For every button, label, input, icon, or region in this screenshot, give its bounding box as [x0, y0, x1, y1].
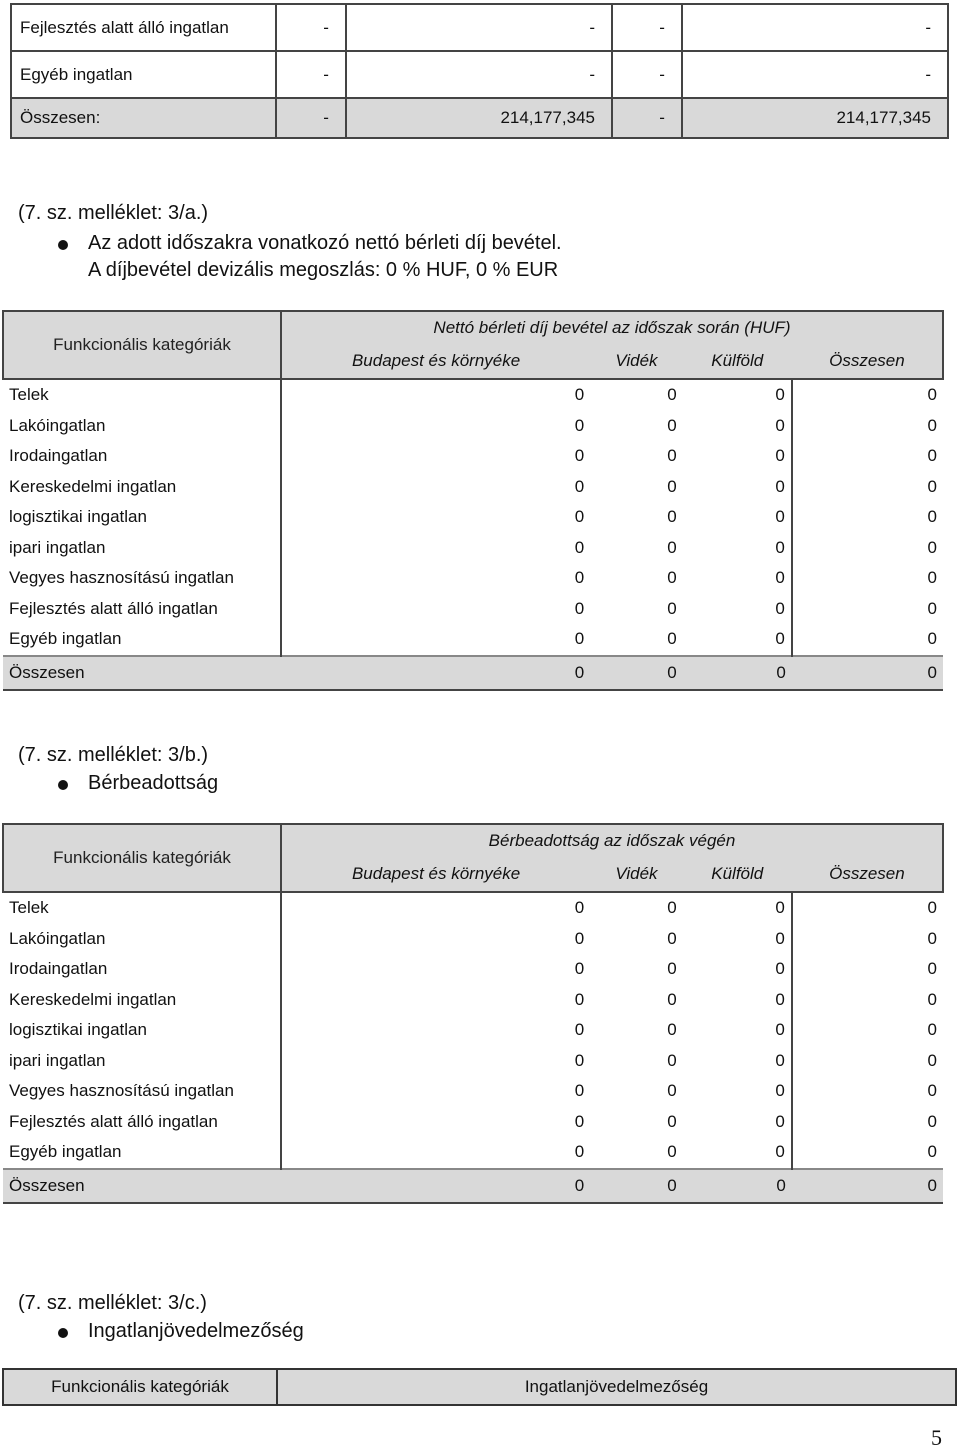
- bullet-dot: [58, 780, 68, 790]
- cell-value: 0: [281, 1137, 590, 1169]
- row-label: logisztikai ingatlan: [9, 1020, 147, 1040]
- total-value: 0: [281, 1169, 590, 1203]
- row-label: Kereskedelmi ingatlan: [9, 476, 177, 496]
- cell-value: 0: [667, 507, 677, 527]
- column-header: Külföld: [683, 344, 792, 379]
- cell-value: 0: [775, 928, 785, 948]
- table-row: [3, 985, 943, 1016]
- page-number: 5: [931, 1425, 942, 1450]
- row-label: Lakóingatlan: [9, 928, 106, 948]
- cell-value: 0: [775, 1050, 785, 1070]
- row-label: Fejlesztés alatt álló ingatlan: [9, 598, 218, 618]
- total-label: Összesen: [3, 656, 281, 690]
- cell-value: 0: [792, 1137, 943, 1169]
- cell-value: 0: [775, 1142, 785, 1162]
- cell-value: 0: [792, 1107, 943, 1138]
- column-header: Vidék: [590, 344, 683, 379]
- cell-value: 0: [775, 1081, 785, 1101]
- total-value: 0: [792, 656, 943, 690]
- row-label: Telek: [9, 385, 49, 405]
- cell-value: 0: [281, 472, 590, 503]
- table-row: [3, 472, 943, 503]
- cell-value: 0: [775, 989, 785, 1009]
- cell-value: 0: [792, 1076, 943, 1107]
- cell-value: 0: [281, 1046, 590, 1077]
- cell-value: 0: [792, 563, 943, 594]
- table-row: [3, 1046, 943, 1077]
- cell-value: 0: [667, 446, 677, 466]
- row-label: Összesen:: [11, 98, 276, 138]
- cell-value: 0: [792, 441, 943, 472]
- row-label: Lakóingatlan: [9, 415, 106, 435]
- cell-value: 0: [667, 598, 677, 618]
- cell-value: 0: [281, 1107, 590, 1138]
- cell-value: 0: [281, 1076, 590, 1107]
- cell-value: -: [276, 98, 346, 138]
- cell-value: 0: [667, 959, 677, 979]
- cell-value: 0: [667, 989, 677, 1009]
- cell-value: 0: [792, 472, 943, 503]
- row-label: Kereskedelmi ingatlan: [9, 989, 177, 1009]
- row-label: Vegyes hasznosítású ingatlan: [9, 1081, 234, 1101]
- cell-value: 0: [667, 629, 677, 649]
- cell-value: 0: [775, 629, 785, 649]
- row-label: logisztikai ingatlan: [9, 507, 147, 527]
- cell-value: 0: [775, 385, 785, 405]
- table-b-category-header: Funkcionális kategóriák: [3, 824, 281, 892]
- cell-value: 0: [667, 476, 677, 496]
- table-c-yield-header: Ingatlanjövedelmezőség: [277, 1369, 956, 1405]
- table-a-title: Nettó bérleti díj bevétel az időszak során (HUF): [281, 311, 943, 344]
- column-header: Összesen: [792, 857, 943, 892]
- total-value: 0: [792, 1169, 943, 1203]
- table-row: [3, 563, 943, 594]
- cell-value: 0: [792, 1015, 943, 1046]
- column-header: Budapest és környéke: [281, 344, 590, 379]
- cell-value: 0: [792, 379, 943, 411]
- table-b-occupancy: [2, 823, 944, 1204]
- cell-value: 0: [775, 568, 785, 588]
- row-label: Irodaingatlan: [9, 446, 108, 466]
- cell-value: 0: [792, 624, 943, 656]
- cell-value: 0: [775, 446, 785, 466]
- total-value: 0: [590, 656, 683, 690]
- cell-value: 0: [281, 594, 590, 625]
- table-row: [3, 1015, 943, 1046]
- table-row: [3, 441, 943, 472]
- table-b-title: Bérbeadottság az időszak végén: [281, 824, 943, 857]
- table-row: [3, 892, 943, 924]
- cell-value: 0: [667, 1050, 677, 1070]
- cell-value: 0: [667, 928, 677, 948]
- section-c-bullet-text: Ingatlanjövedelmezőség: [88, 1320, 304, 1342]
- row-label: Fejlesztés alatt álló ingatlan: [11, 4, 276, 51]
- cell-value: -: [346, 4, 612, 51]
- cell-value: 0: [775, 959, 785, 979]
- bullet-dot: [58, 1328, 68, 1338]
- cell-value: 0: [667, 1020, 677, 1040]
- cell-value: -: [612, 51, 682, 98]
- total-value: 0: [683, 1169, 792, 1203]
- total-value: 0: [683, 656, 792, 690]
- table-row: [3, 1107, 943, 1138]
- table-a-category-header: Funkcionális kategóriák: [3, 311, 281, 379]
- cell-value: 0: [281, 924, 590, 955]
- cell-value: 0: [792, 594, 943, 625]
- cell-value: -: [612, 4, 682, 51]
- cell-value: 0: [792, 892, 943, 924]
- cell-value: 0: [281, 533, 590, 564]
- total-row: [3, 656, 943, 690]
- row-label: Irodaingatlan: [9, 959, 108, 979]
- table-row: [3, 411, 943, 442]
- cell-value: 0: [667, 415, 677, 435]
- cell-value: 0: [667, 385, 677, 405]
- table-row: [3, 1076, 943, 1107]
- cell-value: 0: [281, 892, 590, 924]
- section-a-bullet-text: Az adott időszakra vonatkozó nettó bérleti díj bevétel.: [88, 232, 562, 254]
- section-c-ref: (7. sz. melléklet: 3/c.): [18, 1292, 207, 1314]
- table-c-category-header: Funkcionális kategóriák: [3, 1369, 277, 1405]
- cell-value: -: [612, 98, 682, 138]
- cell-value: 0: [775, 415, 785, 435]
- cell-value: 0: [792, 954, 943, 985]
- bullet-dot: [58, 240, 68, 250]
- table-c-yield: [2, 1368, 957, 1406]
- cell-value: 0: [775, 537, 785, 557]
- section-b-ref: (7. sz. melléklet: 3/b.): [18, 744, 209, 766]
- table-row: [3, 924, 943, 955]
- cell-value: 0: [792, 1046, 943, 1077]
- cell-value: -: [276, 4, 346, 51]
- table-row: [3, 1137, 943, 1169]
- row-label: Egyéb ingatlan: [9, 629, 122, 649]
- cell-value: 214,177,345: [682, 98, 948, 138]
- column-header: Budapest és környéke: [281, 857, 590, 892]
- cell-value: 0: [792, 533, 943, 564]
- cell-value: 0: [775, 598, 785, 618]
- table-a-net-rental-income: [2, 310, 944, 691]
- table-row: [11, 51, 948, 98]
- table-row: [3, 624, 943, 656]
- cell-value: 214,177,345: [346, 98, 612, 138]
- row-label: ipari ingatlan: [9, 537, 106, 557]
- column-header: Külföld: [683, 857, 792, 892]
- table-row: [3, 954, 943, 985]
- cell-value: 0: [792, 924, 943, 955]
- cell-value: 0: [775, 507, 785, 527]
- total-value: 0: [590, 1169, 683, 1203]
- cell-value: 0: [775, 898, 785, 918]
- row-label: Vegyes hasznosítású ingatlan: [9, 568, 234, 588]
- row-label: Egyéb ingatlan: [9, 1142, 122, 1162]
- cell-value: 0: [775, 1111, 785, 1131]
- cell-value: 0: [281, 624, 590, 656]
- cell-value: 0: [667, 1111, 677, 1131]
- cell-value: 0: [792, 411, 943, 442]
- cell-value: -: [276, 51, 346, 98]
- cell-value: 0: [667, 537, 677, 557]
- cell-value: 0: [775, 1020, 785, 1040]
- cell-value: 0: [281, 954, 590, 985]
- section-a-currency-split: A díjbevétel devizális megoszlás: 0 % HUF, 0 % EUR: [88, 259, 559, 281]
- cell-value: -: [346, 51, 612, 98]
- cell-value: -: [682, 4, 948, 51]
- section-a-ref: (7. sz. melléklet: 3/a.): [18, 202, 209, 224]
- total-label: Összesen: [3, 1169, 281, 1203]
- cell-value: 0: [667, 568, 677, 588]
- row-label: Egyéb ingatlan: [11, 51, 276, 98]
- cell-value: 0: [281, 411, 590, 442]
- column-header: Összesen: [792, 344, 943, 379]
- table-row: [3, 502, 943, 533]
- total-row: [3, 1169, 943, 1203]
- table-row: [11, 4, 948, 51]
- cell-value: 0: [281, 441, 590, 472]
- total-value: 0: [281, 656, 590, 690]
- cell-value: 0: [667, 1081, 677, 1101]
- cell-value: 0: [792, 502, 943, 533]
- table-row: [11, 98, 948, 138]
- top-summary-table: [10, 3, 949, 139]
- column-header: Vidék: [590, 857, 683, 892]
- cell-value: 0: [775, 476, 785, 496]
- cell-value: 0: [281, 985, 590, 1016]
- cell-value: 0: [792, 985, 943, 1016]
- row-label: Telek: [9, 898, 49, 918]
- cell-value: -: [682, 51, 948, 98]
- cell-value: 0: [281, 563, 590, 594]
- cell-value: 0: [667, 1142, 677, 1162]
- table-row: [3, 594, 943, 625]
- cell-value: 0: [281, 502, 590, 533]
- cell-value: 0: [281, 1015, 590, 1046]
- row-label: Fejlesztés alatt álló ingatlan: [9, 1111, 218, 1131]
- table-row: [3, 533, 943, 564]
- cell-value: 0: [667, 898, 677, 918]
- section-b-bullet-text: Bérbeadottság: [88, 772, 219, 794]
- cell-value: 0: [281, 379, 590, 411]
- table-row: [3, 379, 943, 411]
- row-label: ipari ingatlan: [9, 1050, 106, 1070]
